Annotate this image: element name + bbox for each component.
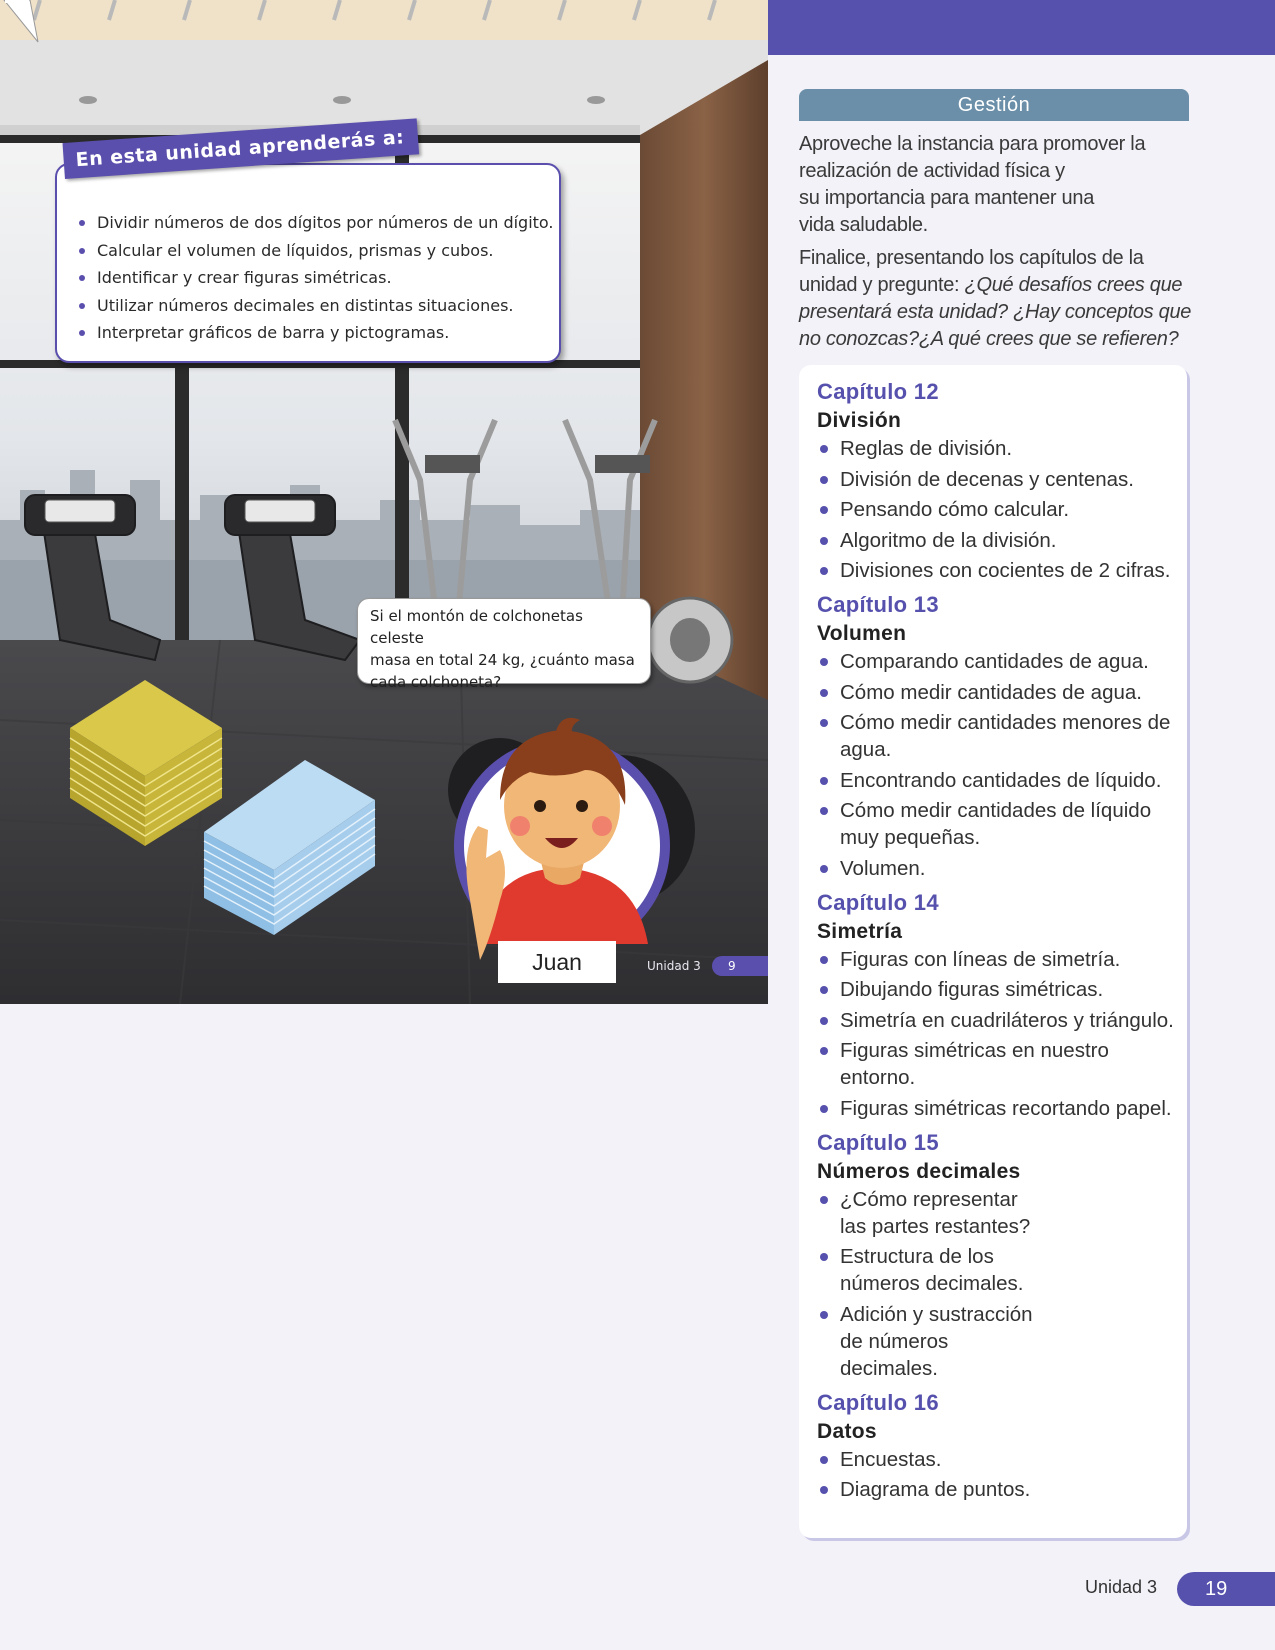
learning-goals-list — [57, 165, 559, 347]
chapter-item: Estructura de los números decimales. — [817, 1243, 1047, 1297]
chapter-item: Dibujando figuras simétricas. — [817, 976, 1187, 1003]
chapter-number: Capítulo 15 — [817, 1129, 939, 1155]
chapter-item: Simetría en cuadriláteros y triángulo. — [817, 1007, 1187, 1034]
chapter-item: Encontrando cantidades de líquido. — [817, 767, 1187, 794]
chapter-item: Algoritmo de la división. — [817, 527, 1187, 554]
header-color-bar — [768, 0, 1275, 55]
chapter-item: Volumen. — [817, 855, 1187, 882]
chapter-item: Comparando cantidades de agua. — [817, 648, 1187, 675]
chapter-title: División — [817, 409, 902, 432]
speech-line: masa en total 24 kg, ¿cuánto masa — [370, 651, 635, 669]
chapter-title: Datos — [817, 1419, 877, 1443]
chapter-title: Números decimales — [817, 1159, 1021, 1183]
chapter-item: Figuras simétricas en nuestro entorno. — [817, 1037, 1187, 1091]
chapter-item: Pensando cómo calcular. — [817, 496, 1187, 523]
chapter-item: Reglas de división. — [817, 435, 1187, 462]
chapter-item: ¿Cómo representar las partes restantes? — [817, 1186, 1047, 1240]
speech-line: cada colchoneta? — [370, 673, 502, 691]
chapter-item: Encuestas. — [817, 1446, 1187, 1473]
unit-opener-illustration — [0, 0, 768, 1004]
text-line: Finalice, presentando los capítulos de la — [799, 247, 1144, 269]
learning-goal-item: Utilizar números decimales en distintas situaciones. — [79, 292, 559, 320]
question-text: no conozcas?¿A qué crees que se refieren? — [799, 328, 1179, 350]
question-text: ¿Qué desafíos crees que — [964, 274, 1183, 296]
speech-line: Si el montón de colchonetas celeste — [370, 607, 583, 647]
character-name-tag: Juan — [498, 941, 616, 983]
chapter-number: Capítulo 16 — [817, 1389, 939, 1415]
learning-goal-item: Dividir números de dos dígitos por números de un dígito. — [79, 209, 559, 237]
chapter-number: Capítulo 13 — [817, 592, 939, 617]
chapter-13 — [817, 590, 1187, 882]
learning-goals-box — [55, 126, 561, 363]
gestion-text — [799, 131, 1199, 359]
chapter-item: Divisiones con cocientes de 2 cifras. — [817, 557, 1187, 584]
footer-page-number: 19 — [1177, 1572, 1275, 1606]
text-line: vida saludable. — [799, 214, 928, 236]
learning-goal-item: Calcular el volumen de líquidos, prismas y cubos. — [79, 237, 559, 265]
chapter-number: Capítulo 12 — [817, 379, 939, 404]
chapter-15 — [817, 1128, 1187, 1382]
learning-goal-item: Identificar y crear figuras simétricas. — [79, 264, 559, 292]
chapter-number: Capítulo 14 — [817, 889, 939, 915]
chapters-card — [799, 365, 1187, 1538]
chapter-title: Volumen — [817, 622, 907, 645]
question-text: presentará esta unidad? ¿Hay conceptos que — [799, 301, 1192, 323]
text-line: Aproveche la instancia para promover la — [799, 133, 1146, 155]
gestion-header: Gestión — [799, 89, 1189, 121]
chapter-14 — [817, 888, 1187, 1122]
text-line: realización de actividad física y — [799, 160, 1065, 182]
footer-unit-label: Unidad 3 — [1085, 1577, 1158, 1597]
chapter-12 — [817, 377, 1187, 584]
chapter-item: Figuras con líneas de simetría. — [817, 946, 1187, 973]
chapter-item: Cómo medir cantidades de líquido muy pequeñas. — [817, 797, 1187, 851]
speech-bubble-tail — [0, 0, 40, 44]
chapter-item: Diagrama de puntos. — [817, 1476, 1187, 1503]
chapter-16 — [817, 1388, 1187, 1504]
speech-bubble — [357, 598, 651, 691]
inner-page-number: 9 — [712, 956, 768, 976]
gestion-paragraph-2 — [799, 245, 1199, 353]
text-line: unidad y pregunte: — [799, 274, 965, 296]
chapter-item: Figuras simétricas recortando papel. — [817, 1095, 1187, 1122]
chapter-item: División de decenas y centenas. — [817, 466, 1187, 493]
chapter-item: Cómo medir cantidades de agua. — [817, 679, 1187, 706]
learning-goals-title: En esta unidad aprenderás a: — [62, 118, 419, 179]
chapter-item: Adición y sustracción de números decimales. — [817, 1301, 1047, 1382]
inner-unit-label: Unidad 3 — [647, 959, 701, 973]
chapter-item: Cómo medir cantidades menores de agua. — [817, 709, 1187, 763]
learning-goal-item: Interpretar gráficos de barra y pictogramas. — [79, 319, 559, 347]
chapter-title: Simetría — [817, 919, 903, 943]
text-line: su importancia para mantener una — [799, 187, 1095, 209]
gestion-paragraph-1 — [799, 131, 1199, 239]
